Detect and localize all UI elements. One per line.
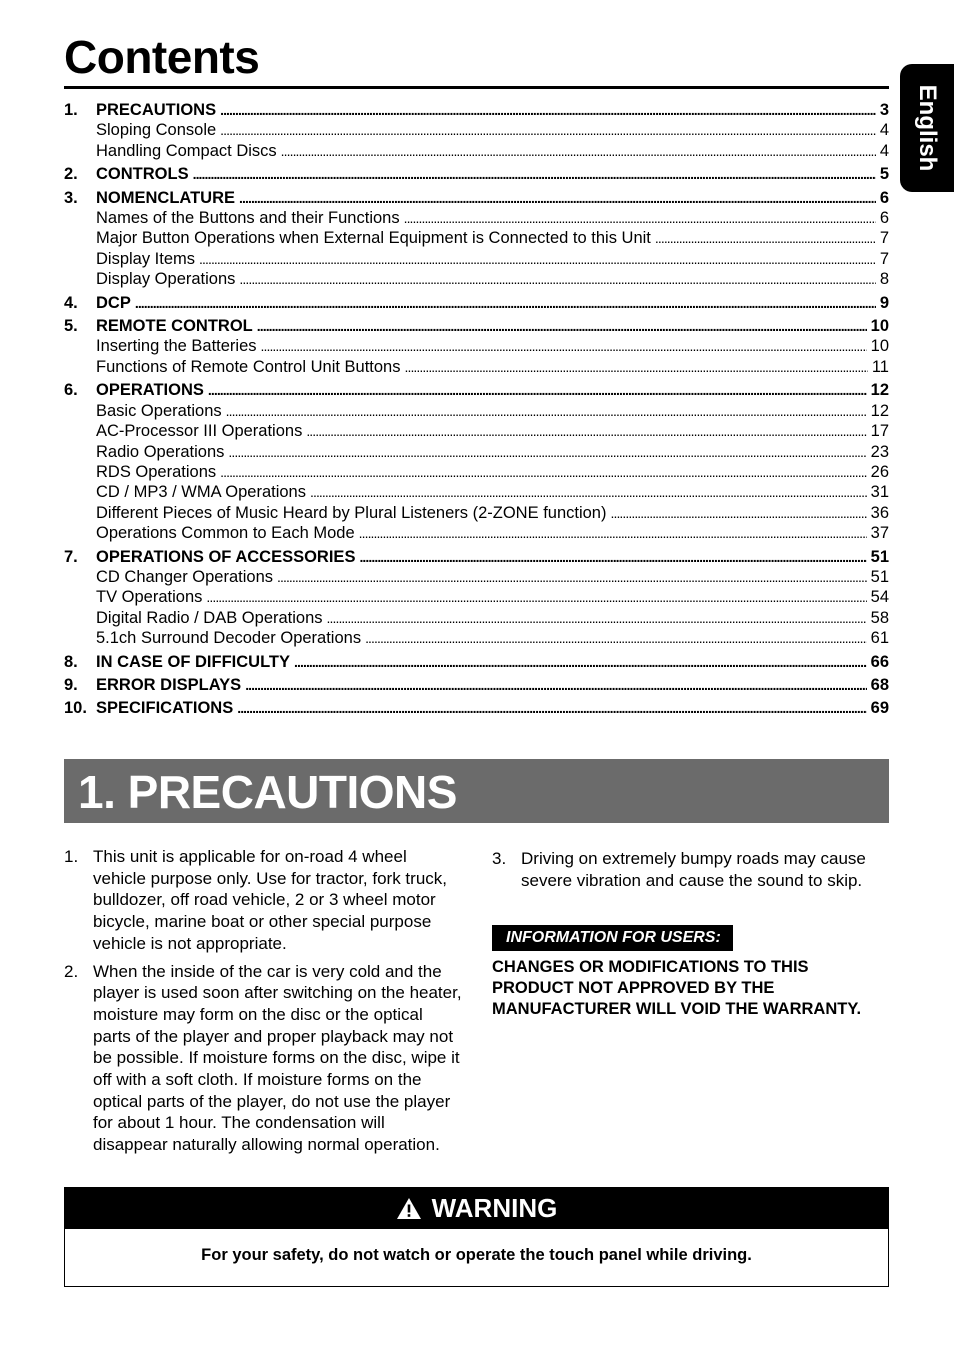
toc-page-number: 6 xyxy=(879,188,889,207)
toc-section-row xyxy=(64,100,889,120)
precaution-number: 3. xyxy=(492,849,507,868)
toc-label: Display Operations xyxy=(96,270,236,289)
toc-subsection-row xyxy=(64,587,889,607)
toc-section-row xyxy=(64,380,889,400)
toc-subsection-row xyxy=(64,208,889,228)
toc-page-number: 68 xyxy=(870,675,889,694)
toc-subsection-row xyxy=(64,567,889,587)
toc-label: Display Items xyxy=(96,249,196,268)
precaution-text: This unit is applicable for on-road 4 wheel vehicle purpose only. Use for tractor, fork truck, bulldozer, off road vehicle, 2 or 3 wheel motor bicycle, marine boat or other special purpose vehicle is not appropriate. xyxy=(93,847,447,953)
warning-title: WARNING xyxy=(431,1193,558,1223)
toc-subsection-row xyxy=(64,141,889,161)
toc-number: 7. xyxy=(64,547,78,566)
toc-label: 5.1ch Surround Decoder Operations xyxy=(96,629,362,648)
toc-leader-dots xyxy=(359,523,867,543)
toc-page-number: 11 xyxy=(871,357,889,376)
title-divider xyxy=(64,86,889,89)
toc-page-number: 51 xyxy=(870,567,889,586)
toc-label: OPERATIONS OF ACCESSORIES xyxy=(96,547,356,566)
toc-leader-dots xyxy=(257,316,867,336)
toc-number: 1. xyxy=(64,101,78,119)
toc-number: 2. xyxy=(64,165,78,184)
toc-label: Radio Operations xyxy=(96,442,225,461)
toc-page-number: 12 xyxy=(870,401,889,420)
toc-leader-dots xyxy=(239,188,876,208)
toc-section-row xyxy=(64,164,889,184)
toc-label: AC-Processor III Operations xyxy=(96,422,303,441)
toc-leader-dots xyxy=(404,357,867,377)
toc-subsection-row xyxy=(64,357,889,377)
toc-leader-dots xyxy=(277,567,867,587)
toc-leader-dots xyxy=(239,269,875,289)
toc-page-number: 37 xyxy=(870,524,889,543)
toc-page-number: 51 xyxy=(870,547,889,566)
toc-leader-dots xyxy=(228,442,866,462)
precautions-right-column xyxy=(492,848,889,1020)
precautions-left-column xyxy=(64,846,464,1162)
toc-section-row xyxy=(64,652,889,672)
language-tab xyxy=(900,64,954,192)
toc-label: Handling Compact Discs xyxy=(96,141,277,160)
toc-leader-dots xyxy=(135,293,876,313)
toc-label: CD Changer Operations xyxy=(96,567,274,586)
toc-label: NOMENCLATURE xyxy=(96,188,236,207)
toc-page-number: 17 xyxy=(870,422,889,441)
toc-label: SPECIFICATIONS xyxy=(96,699,234,718)
toc-leader-dots xyxy=(206,587,866,607)
toc-page-number: 66 xyxy=(870,652,889,671)
toc-page-number: 36 xyxy=(870,503,889,522)
toc-leader-dots xyxy=(237,698,866,718)
toc-subsection-row xyxy=(64,120,889,140)
toc-page-number: 31 xyxy=(870,483,889,502)
toc-label: ERROR DISPLAYS xyxy=(96,675,242,694)
toc-page-number: 7 xyxy=(879,249,889,268)
warning-box xyxy=(64,1187,889,1287)
warning-triangle-icon xyxy=(396,1197,422,1220)
toc-leader-dots xyxy=(261,336,867,356)
toc-leader-dots xyxy=(220,100,876,120)
toc-label: REMOTE CONTROL xyxy=(96,317,253,336)
toc-label: IN CASE OF DIFFICULTY xyxy=(96,652,291,671)
toc-leader-dots xyxy=(220,462,867,482)
precaution-item xyxy=(64,846,464,955)
section-banner xyxy=(64,759,889,823)
toc-label: Major Button Operations when External Equipment is Connected to this Unit xyxy=(96,229,651,248)
toc-leader-dots xyxy=(310,482,867,502)
toc-leader-dots xyxy=(655,228,876,248)
toc-subsection-row xyxy=(64,421,889,441)
toc-label: CD / MP3 / WMA Operations xyxy=(96,483,306,502)
toc-number: 5. xyxy=(64,317,78,336)
toc-page-number: 10 xyxy=(870,337,889,356)
toc-section-row xyxy=(64,188,889,208)
toc-label: Digital Radio / DAB Operations xyxy=(96,608,323,627)
toc-leader-dots xyxy=(220,120,876,140)
toc-leader-dots xyxy=(359,547,866,567)
page-title: Contents xyxy=(64,31,260,83)
toc-number: 10. xyxy=(64,699,87,718)
toc-page-number: 7 xyxy=(879,229,889,248)
toc-leader-dots xyxy=(365,628,867,648)
toc-label: Inserting the Batteries xyxy=(96,337,257,356)
toc-number: 6. xyxy=(64,381,78,400)
toc-number: 4. xyxy=(64,293,78,312)
toc-subsection-row xyxy=(64,249,889,269)
toc-subsection-row xyxy=(64,628,889,648)
information-text: CHANGES OR MODIFICATIONS TO THIS PRODUCT NOT APPROVED BY THE MANUFACTURER WILL VOID THE WARRANTY. xyxy=(492,958,862,1019)
precaution-item xyxy=(64,961,464,1156)
toc-leader-dots xyxy=(226,401,867,421)
warning-header xyxy=(65,1188,888,1229)
toc-label: Names of the Buttons and their Functions xyxy=(96,209,400,228)
toc-page-number: 4 xyxy=(879,121,889,140)
toc-label: Basic Operations xyxy=(96,401,222,420)
toc-label: Different Pieces of Music Heard by Plural Listeners (2-ZONE function) xyxy=(96,503,607,522)
toc-label: DCP xyxy=(96,293,131,312)
toc-page-number: 23 xyxy=(870,442,889,461)
toc-leader-dots xyxy=(208,380,867,400)
toc-leader-dots xyxy=(245,675,866,695)
toc-page-number: 54 xyxy=(870,588,889,607)
toc-page-number: 26 xyxy=(870,462,889,481)
precaution-item xyxy=(492,848,889,891)
toc-page-number: 6 xyxy=(879,209,889,228)
toc-subsection-row xyxy=(64,228,889,248)
toc-subsection-row xyxy=(64,336,889,356)
toc-page-number: 69 xyxy=(870,699,889,718)
precaution-text: When the inside of the car is very cold and the player is used soon after switching on the heater, moisture may form on the disc or the optical parts of the player and proper playback may not be possible. If moisture forms on the disc, wipe it off with a soft cloth. If moisture forms on the optical parts of the player, do not use the player for about 1 hour. The condensation will disappear naturally allowing normal operation. xyxy=(93,961,462,1155)
toc-section-row xyxy=(64,698,889,718)
precaution-number: 2. xyxy=(64,961,79,981)
toc-subsection-row xyxy=(64,503,889,523)
toc-page-number: 8 xyxy=(879,270,889,289)
toc-label: OPERATIONS xyxy=(96,381,204,400)
toc-number: 3. xyxy=(64,188,78,207)
toc-leader-dots xyxy=(610,503,866,523)
toc-label: RDS Operations xyxy=(96,462,217,481)
toc-leader-dots xyxy=(199,249,876,269)
toc-section-row xyxy=(64,293,889,313)
section-heading: 1. PRECAUTIONS xyxy=(78,766,457,818)
precaution-text: Driving on extremely bumpy roads may cause severe vibration and cause the sound to skip. xyxy=(521,849,866,890)
toc-label: PRECAUTIONS xyxy=(96,101,217,119)
toc-page-number: 5 xyxy=(879,165,889,184)
toc-label: Operations Common to Each Mode xyxy=(96,524,355,543)
toc-subsection-row xyxy=(64,269,889,289)
toc-page-number: 10 xyxy=(870,317,889,336)
toc-leader-dots xyxy=(294,652,867,672)
toc-page-number: 58 xyxy=(870,608,889,627)
warning-text: For your safety, do not watch or operate the touch panel while driving. xyxy=(201,1246,752,1264)
table-of-contents xyxy=(64,100,889,719)
toc-page-number: 12 xyxy=(870,381,889,400)
toc-leader-dots xyxy=(281,141,876,161)
toc-subsection-row xyxy=(64,482,889,502)
toc-label: CONTROLS xyxy=(96,165,189,184)
toc-page-number: 61 xyxy=(870,629,889,648)
language-tab-label: English xyxy=(914,84,941,172)
toc-subsection-row xyxy=(64,608,889,628)
toc-label: Sloping Console xyxy=(96,121,217,140)
toc-label: Functions of Remote Control Unit Buttons xyxy=(96,357,401,376)
precaution-number: 1. xyxy=(64,847,79,866)
toc-leader-dots xyxy=(306,421,866,441)
toc-section-row xyxy=(64,316,889,336)
toc-subsection-row xyxy=(64,523,889,543)
toc-subsection-row xyxy=(64,462,889,482)
toc-section-row xyxy=(64,547,889,567)
toc-subsection-row xyxy=(64,442,889,462)
toc-label: TV Operations xyxy=(96,588,203,607)
toc-leader-dots xyxy=(327,608,867,628)
toc-page-number: 9 xyxy=(879,293,889,312)
toc-number: 9. xyxy=(64,675,78,694)
toc-number: 8. xyxy=(64,652,78,671)
toc-leader-dots xyxy=(404,208,876,228)
toc-leader-dots xyxy=(193,164,876,184)
toc-page-number: 3 xyxy=(879,101,889,119)
toc-page-number: 4 xyxy=(879,141,889,160)
toc-section-row xyxy=(64,675,889,695)
information-label: INFORMATION FOR USERS: xyxy=(492,925,733,951)
toc-subsection-row xyxy=(64,401,889,421)
